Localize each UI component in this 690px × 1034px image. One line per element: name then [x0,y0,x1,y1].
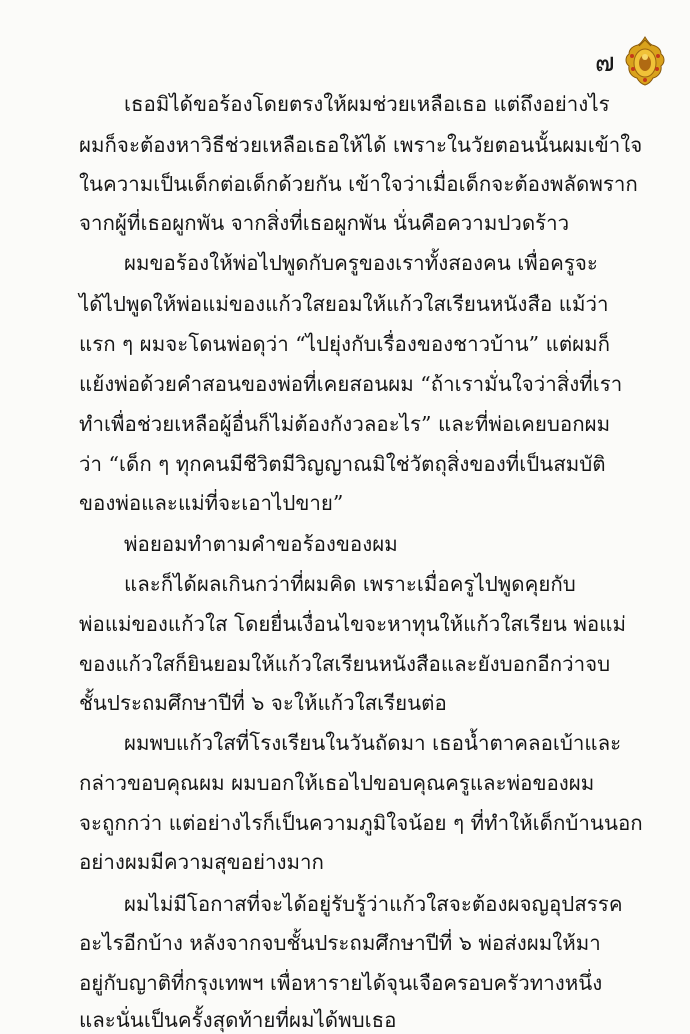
text-line: แย้งพ่อด้วยคำสอนของพ่อที่เคยสอนผม “ถ้าเรามั่นใจว่าสิ่งที่เรา [79,372,623,396]
page-number: ๗ [595,48,615,78]
text-line: เธอมิได้ขอร้องโดยตรงให้ผมช่วยเหลือเธอ แต่ถึงอย่างไร [124,92,610,116]
text-line: จะถูกกว่า แต่อย่างไรก็เป็นความภูมิใจน้อย ๆ ที่ทำให้เด็กบ้านนอก [79,811,643,835]
text-line: ว่า “เด็ก ๆ ทุกคนมีชีวิตมีวิญญาณมิใช่วัตถุสิ่งของที่เป็นสมบัติ [79,452,606,476]
text-line: ในความเป็นเด็กต่อเด็กด้วยกัน เข้าใจว่าเมื่อเด็กจะต้องพลัดพราก [79,172,638,196]
royal-crest-emblem-icon [623,36,667,86]
text-line: ของพ่อและแม่ที่จะเอาไปขาย” [79,491,344,515]
emblem-graphic [623,36,667,86]
text-line: พ่อยอมทำตามคำขอร้องของผม [124,532,398,556]
text-line: กล่าวขอบคุณผม ผมบอกให้เธอไปขอบคุณครูและพ่อของผม [79,771,595,795]
text-line: แรก ๆ ผมจะโดนพ่อดุว่า “ไปยุ่งกับเรื่องของชาวบ้าน” แต่ผมก็ [79,332,611,356]
text-line: อยู่กับญาติที่กรุงเทพฯ เพื่อหารายได้จุนเจือครอบครัวทางหนึ่ง [79,971,603,995]
text-line: ผมไม่มีโอกาสที่จะได้อยู่รับรู้ว่าแก้วใสจะต้องผจญอุปสรรค [124,892,623,916]
text-line: ของแก้วใสก็ยินยอมให้แก้วใสเรียนหนังสือและยังบอกอีกว่าจบ [79,652,611,676]
text-line: ได้ไปพูดให้พ่อแม่ของแก้วใสยอมให้แก้วใสเรียนหนังสือ แม้ว่า [79,292,609,316]
text-line: จากผู้ที่เธอผูกพัน จากสิ่งที่เธอผูกพัน นั่นคือความปวดร้าว [79,211,570,235]
text-line: อะไรอีกบ้าง หลังจากจบชั้นประถมศึกษาปีที่ ๖ พ่อส่งผมให้มา [79,931,601,955]
text-line: ชั้นประถมศึกษาปีที่ ๖ จะให้แก้วใสเรียนต่อ [79,691,447,715]
text-line: ผมพบแก้วใสที่โรงเรียนในวันถัดมา เธอน้ำตาคลอเบ้าและ [124,731,622,755]
text-line: และก็ได้ผลเกินกว่าที่ผมคิด เพราะเมื่อครูไปพูดคุยกับ [124,572,576,596]
text-line: ทำเพื่อช่วยเหลือผู้อื่นก็ไม่ต้องกังวลอะไร” และที่พ่อเคยบอกผม [79,412,611,436]
text-line: และนั่นเป็นครั้งสุดท้ายที่ผมได้พบเธอ [79,1008,397,1032]
text-line: ผมก็จะต้องหาวิธีช่วยเหลือเธอให้ได้ เพราะในวัยตอนนั้นผมเข้าใจ [79,133,643,157]
text-line: อย่างผมมีความสุขอย่างมาก [79,850,324,874]
text-line: ผมขอร้องให้พ่อไปพูดกับครูของเราทั้งสองคน เพื่อครูจะ [124,251,598,275]
text-line: พ่อแม่ของแก้วใส โดยยื่นเงื่อนไขจะหาทุนให้แก้วใสเรียน พ่อแม่ [79,612,626,636]
